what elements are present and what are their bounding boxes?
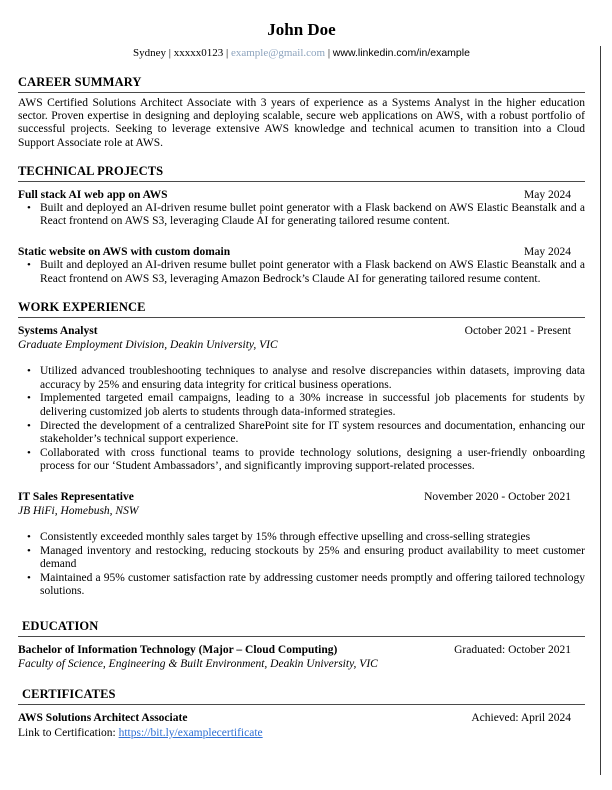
email-link[interactable]: example@gmail.com xyxy=(230,47,326,59)
project-bullet: • Built and deployed an AI-driven resume bullet point generator with a Flask backend on AWS Elastic Beanstalk and a React frontend on AWS S3, leveraging Amazon Bedrock’s Claude AI for generating tailored resume content. xyxy=(18,259,585,286)
section-certificates xyxy=(18,687,585,741)
job-bullet: • Managed inventory and restocking, reducing stockouts by 25% and ensuring product availability to meet customer demand xyxy=(18,545,585,572)
project-bullet: • Built and deployed an AI-driven resume bullet point generator with a Flask backend on AWS Elastic Beanstalk and a React frontend on AWS S3, leveraging Claude AI for generating tailored resume content. xyxy=(18,202,585,229)
project-bullet-list xyxy=(18,202,585,229)
certificate-entry-header xyxy=(18,711,585,725)
technical-projects-heading: TECHNICAL PROJECTS xyxy=(18,164,585,182)
job-bullet-list xyxy=(18,531,585,599)
job-bullet: • Directed the development of a centralized SharePoint site for IT system resources and documentation, enhancing our stakeholder’s technical support experience. xyxy=(18,420,585,447)
job-title: IT Sales Representative xyxy=(18,490,134,503)
job-date: November 2020 - October 2021 xyxy=(424,490,571,503)
contact-separator: | xyxy=(327,47,331,59)
job-bullet-list xyxy=(18,365,585,474)
section-education xyxy=(18,619,585,671)
job-title: Systems Analyst xyxy=(18,325,98,338)
project-entry-header xyxy=(18,245,585,259)
project-date: May 2024 xyxy=(524,188,571,201)
project-bullet-list xyxy=(18,259,585,286)
career-summary-text: AWS Certified Solutions Architect Associate with 3 years of experience as a Systems Analyst in the higher education sector. Proven expertise in designing and deploying scalable, secure web applications on AWS, with a robust portfolio of successful projects. Seeking to leverage extensive AWS knowledge and technical acumen to transition into a Cloud Support Associate role at AWS. xyxy=(18,97,585,149)
certificate-link-label: Link to Certification: xyxy=(18,726,116,739)
career-summary-heading: CAREER SUMMARY xyxy=(18,75,585,93)
certificate-link[interactable]: https://bit.ly/examplecertificate xyxy=(118,726,263,739)
project-name: Full stack AI web app on AWS xyxy=(18,188,168,201)
project-date: May 2024 xyxy=(524,246,571,258)
degree-name: Bachelor of Information Technology (Major – Cloud Computing) xyxy=(18,643,338,656)
certificate-link-line xyxy=(18,726,585,741)
page-right-border xyxy=(600,46,601,775)
job-bullet: • Collaborated with cross functional teams to provide technology solutions, designing a user-friendly onboarding process for our ‘Student Ambassadors’, and significantly improving support-related processes. xyxy=(18,447,585,474)
linkedin-url: www.linkedin.com/in/example xyxy=(332,47,470,59)
section-work-experience xyxy=(18,300,585,599)
project-name: Static website on AWS with custom domain xyxy=(18,246,231,258)
work-experience-heading: WORK EXPERIENCE xyxy=(18,300,585,318)
job-date: October 2021 - Present xyxy=(464,325,571,338)
certificate-name: AWS Solutions Architect Associate xyxy=(18,711,188,724)
certificates-heading: CERTIFICATES xyxy=(18,687,585,705)
job-entry-header xyxy=(18,490,585,504)
job-organization: Graduate Employment Division, Deakin University, VIC xyxy=(18,339,278,352)
education-entry-header xyxy=(18,643,585,657)
location-phone: Sydney | xxxxx0123 | xyxy=(133,47,229,59)
certificate-date: Achieved: April 2024 xyxy=(471,711,571,724)
section-career-summary xyxy=(18,75,585,150)
contact-line xyxy=(18,47,585,59)
section-technical-projects xyxy=(18,164,585,286)
job-entry-header xyxy=(18,324,585,338)
job-bullet: • Implemented targeted email campaigns, leading to a 30% increase in successful job placements for students by delivering customized job alerts to students through data-informed strategies. xyxy=(18,392,585,419)
person-name: John Doe xyxy=(267,20,336,39)
graduation-date: Graduated: October 2021 xyxy=(454,643,571,656)
job-bullet: • Utilized advanced troubleshooting techniques to analyse and resolve discrepancies within datasets, improving data accuracy by 25% and ensuring data integrity for critical business operations. xyxy=(18,365,585,392)
education-heading: EDUCATION xyxy=(18,619,585,637)
job-organization: JB HiFi, Homebush, NSW xyxy=(18,504,139,517)
education-organization: Faculty of Science, Engineering & Built Environment, Deakin University, VIC xyxy=(18,657,378,670)
job-bullet: • Maintained a 95% customer satisfaction rate by addressing customer needs promptly and offering tailored technology solutions. xyxy=(18,572,585,599)
job-bullet: • Consistently exceeded monthly sales target by 15% through effective upselling and cross-selling strategies xyxy=(18,531,585,545)
project-entry-header xyxy=(18,188,585,202)
